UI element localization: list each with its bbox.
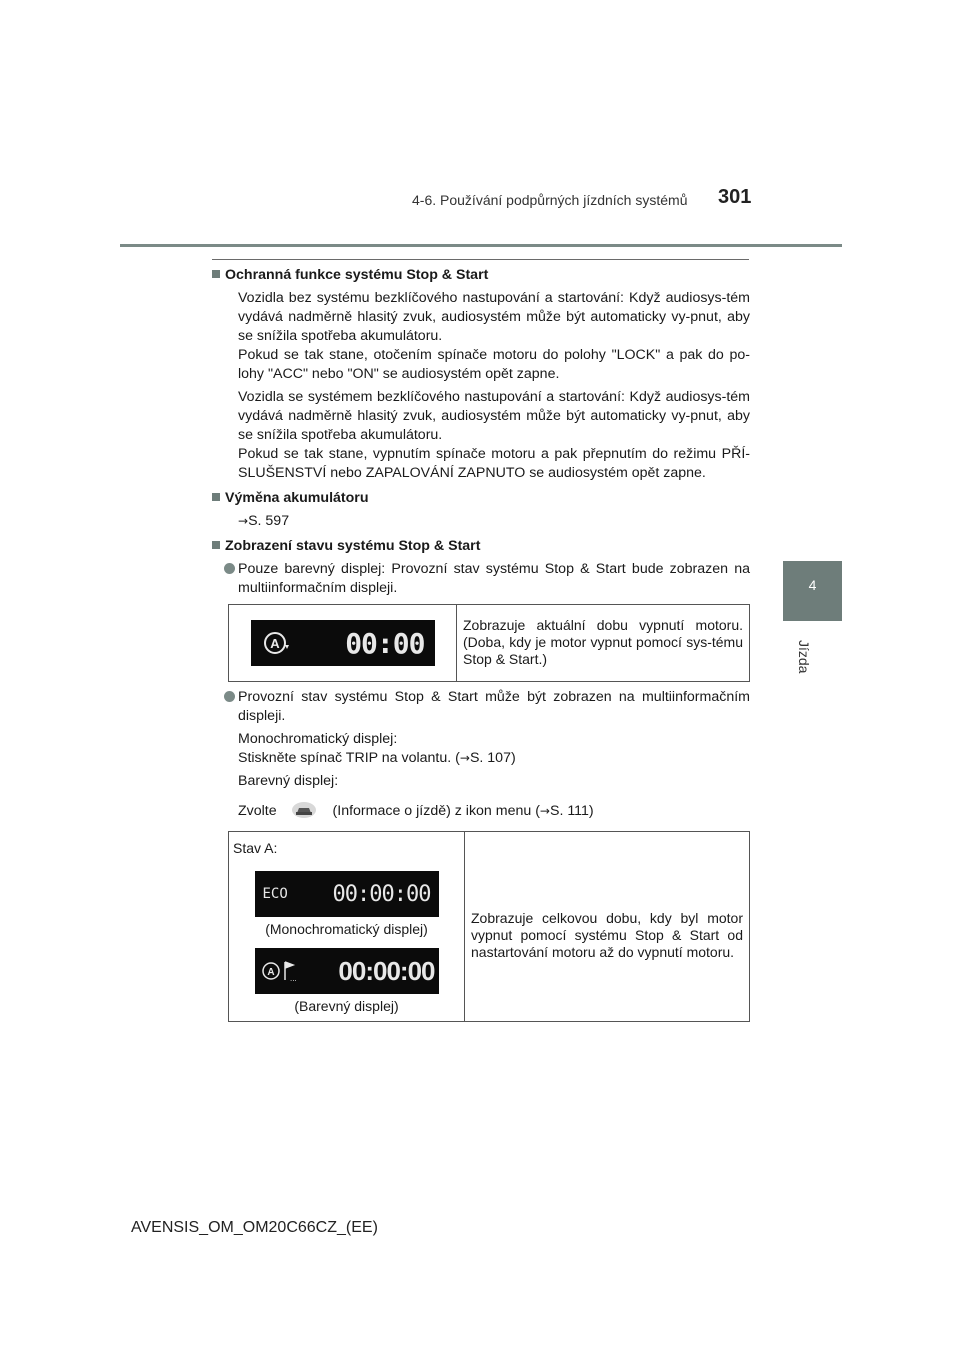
color-time-readout: 00:00:00 [338, 955, 435, 986]
paragraph [238, 749, 750, 768]
mono-caption: (Monochromatický displej) [265, 921, 428, 937]
stop-time-readout: 00:00 [345, 626, 425, 660]
bullet-item [238, 560, 750, 598]
eco-text: ECO [262, 885, 288, 902]
section-heading [212, 537, 750, 556]
car-info-icon [291, 801, 317, 819]
chapter-label: Jízda [796, 640, 812, 674]
bullet-text: Provozní stav systému Stop & Start může být zobrazen na multiinformačním displeji. [238, 689, 750, 724]
paragraph: Vozidla se systémem bezklíčového nastupování a startování: Když audiosys-tém vydává nadměrně hlasitý zvuk, audiosystém může být automaticky vy-pnut, aby se snížila spotřeba akumulátoru. [238, 389, 750, 443]
square-bullet-icon [212, 541, 220, 549]
page-reference[interactable] [238, 512, 750, 531]
reference-text[interactable]: S. 107) [469, 750, 516, 766]
section-heading-text: Zobrazení stavu systému Stop & Start [225, 538, 481, 554]
header-section-title: 4-6. Používání podpůrných jízdních systémů [412, 192, 688, 208]
section-heading-text: Výměna akumulátoru [225, 490, 369, 506]
description-cell: Zobrazuje aktuální dobu vypnutí motoru. (Doba, kdy je motor vypnut pomocí sys-tému Stop & Start.) [457, 605, 750, 682]
mono-display-screen [255, 871, 439, 917]
section-heading [212, 266, 750, 285]
svg-text:A: A [269, 636, 280, 651]
state-label: Stav A: [233, 840, 278, 856]
screen-cell [229, 605, 457, 682]
select-prefix: Zvolte [238, 803, 277, 819]
total-time-table [228, 831, 750, 1022]
instruction-text: Stiskněte spínač TRIP na volantu. ( [238, 750, 460, 766]
section-heading [212, 489, 750, 508]
circle-bullet-icon [224, 563, 235, 574]
right-arrow-icon: → [238, 514, 249, 528]
stop-start-a-icon [261, 627, 293, 659]
color-display-screen [251, 620, 435, 666]
main-content [212, 266, 750, 1028]
stop-start-a-icon [259, 956, 307, 986]
screens-cell [229, 832, 465, 1022]
paragraph: Monochromatický displej: [238, 731, 398, 747]
reference-text: S. 597 [248, 513, 290, 529]
right-arrow-icon: → [459, 751, 470, 765]
header-rule [120, 244, 842, 247]
description-cell: Zobrazuje celkovou dobu, kdy byl motor vypnut pomocí systému Stop & Start od nastartování motoru až do vypnutí motoru. [465, 832, 750, 1022]
chapter-tab [783, 561, 842, 621]
chapter-number: 4 [808, 577, 817, 593]
mono-time-readout: 00:00:00 [332, 881, 431, 907]
circle-bullet-icon [224, 691, 235, 702]
right-arrow-icon: → [539, 804, 550, 818]
page-number: 301 [718, 186, 752, 208]
stop-time-table [228, 604, 750, 682]
bullet-text: Pouze barevný displej: Provozní stav systému Stop & Start bude zobrazen na multiinformačním displeji. [238, 561, 750, 596]
paragraph [238, 801, 750, 821]
reference-text[interactable]: S. 111) [549, 803, 594, 819]
bullet-item [238, 688, 750, 726]
section-heading-text: Ochranná funkce systému Stop & Start [225, 267, 489, 283]
square-bullet-icon [212, 493, 220, 501]
paragraph: Barevný displej: [238, 773, 339, 789]
color-display-screen [255, 948, 439, 994]
paragraph: Vozidla bez systému bezklíčového nastupování a startování: Když audiosys-tém vydává nadměrně hlasitý zvuk, audiosystém může být automaticky vy-pnut, aby se snížila spotřeba akumulátoru. [238, 290, 750, 344]
svg-text:...: ... [289, 974, 297, 983]
color-caption: (Barevný displej) [294, 998, 399, 1014]
square-bullet-icon [212, 270, 220, 278]
content-top-rule [212, 259, 749, 260]
paragraph: Pokud se tak stane, otočením spínače motoru do polohy "LOCK" a pak do po-lohy "ACC" nebo "ON" se audiosystém opět zapne. [238, 347, 750, 382]
paragraph: Pokud se tak stane, vypnutím spínače motoru a pak přepnutím do režimu PŘÍ-SLUŠENSTVÍ nebo ZAPALOVÁNÍ ZAPNUTO se audiosystém opět zapne. [238, 446, 750, 481]
select-middle: (Informace o jízdě) z ikon menu ( [332, 803, 540, 819]
svg-text:A: A [266, 967, 275, 978]
footer-doc-id: AVENSIS_OM_OM20C66CZ_(EE) [131, 1219, 378, 1236]
